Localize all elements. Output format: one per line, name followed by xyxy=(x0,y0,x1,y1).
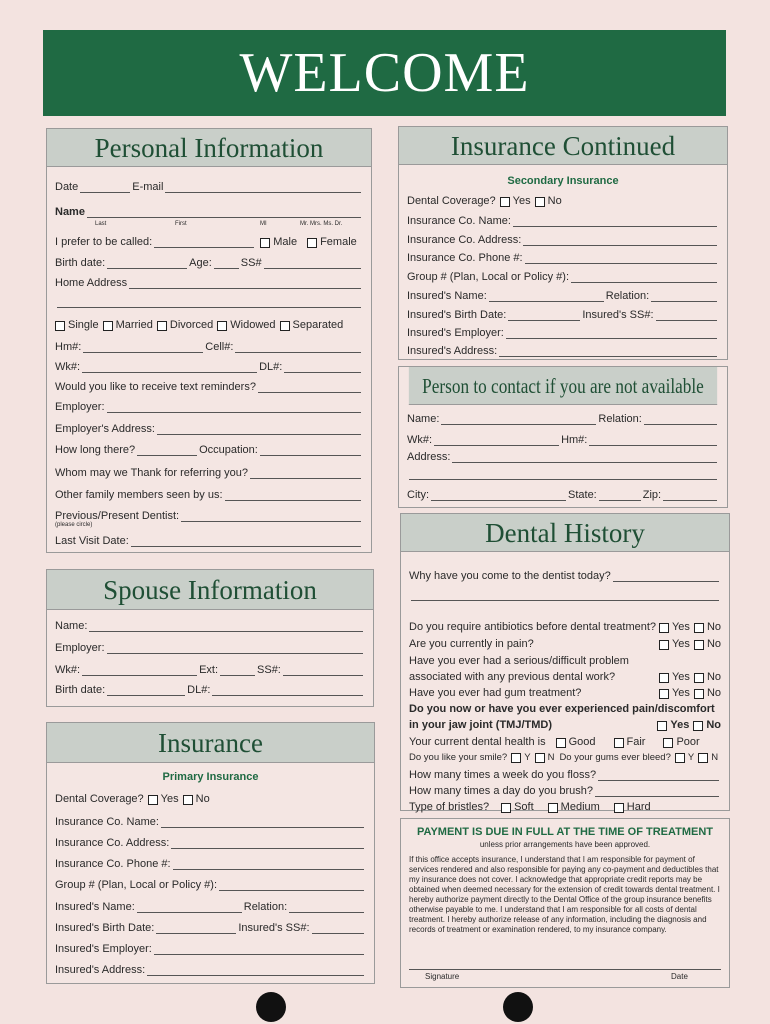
pain-no-label: No xyxy=(706,638,721,650)
smile-no-label: N xyxy=(547,752,555,763)
spouse-wk-field[interactable] xyxy=(82,667,197,676)
dl-field[interactable] xyxy=(284,364,361,373)
tmj-yes-label: Yes xyxy=(670,719,690,731)
employer-address-label: Employer's Address: xyxy=(55,423,155,435)
occupation-field[interactable] xyxy=(260,447,361,456)
antibiotics-yes-label: Yes xyxy=(671,621,690,633)
home-address-label: Home Address xyxy=(55,277,128,289)
spouse-birth-label: Birth date: xyxy=(55,684,106,696)
married-label: Married xyxy=(115,319,153,331)
s-coverage-yes-label: Yes xyxy=(512,195,531,207)
spouse-information-title: Spouse Information xyxy=(47,570,373,610)
smile-label: Do you like your smile? xyxy=(409,752,508,763)
s-group-field[interactable] xyxy=(571,274,717,283)
emergency-contact-panel xyxy=(398,366,728,508)
dl-label: DL#: xyxy=(259,361,283,373)
tmj-yes-checkbox[interactable] xyxy=(657,721,667,731)
home-phone-label: Hm#: xyxy=(55,341,82,353)
payment-subtitle: unless prior arrangements have been approved. xyxy=(479,840,651,849)
contact-relation-field[interactable] xyxy=(644,416,717,425)
tmj-label: Do you now or have you ever experienced pain/discomfort xyxy=(409,703,715,715)
insurance-continued-title: Insurance Continued xyxy=(399,127,727,165)
home-address-line-2[interactable] xyxy=(57,299,361,308)
work-phone-field[interactable] xyxy=(82,364,257,373)
serious-no-label: No xyxy=(706,671,721,683)
spouse-ext-label: Ext: xyxy=(199,664,219,676)
p-coverage-yes-label: Yes xyxy=(160,793,179,805)
widowed-checkbox[interactable] xyxy=(217,321,227,331)
pain-no-checkbox[interactable] xyxy=(694,640,704,650)
p-insured-address-field[interactable] xyxy=(147,967,364,976)
mi-caption: MI xyxy=(260,221,267,227)
serious-yes-label: Yes xyxy=(671,671,690,683)
titles-caption: Mr. Mrs. Ms. Dr. xyxy=(300,221,343,227)
spouse-name-field[interactable] xyxy=(89,623,363,632)
s-coverage-no-label: No xyxy=(547,195,562,207)
bristles-medium-label: Medium xyxy=(560,801,600,813)
serious-yes-checkbox[interactable] xyxy=(659,673,669,683)
tmj-no-checkbox[interactable] xyxy=(693,721,703,731)
last-visit-label: Last Visit Date: xyxy=(55,535,129,547)
text-reminders-field[interactable] xyxy=(258,384,361,393)
p-insured-birth-label: Insured's Birth Date: xyxy=(55,922,155,934)
prefer-field[interactable] xyxy=(154,239,254,248)
name-label: Name xyxy=(55,206,85,218)
signature-line[interactable] xyxy=(409,969,721,970)
health-poor-checkbox[interactable] xyxy=(663,738,673,748)
s-coverage-label: Dental Coverage? xyxy=(407,195,496,207)
spouse-dl-label: DL#: xyxy=(187,684,211,696)
contact-hm-field[interactable] xyxy=(589,437,717,446)
contact-zip-label: Zip: xyxy=(642,489,662,501)
primary-insurance-heading: Primary Insurance xyxy=(162,771,259,783)
s-insured-ss-field[interactable] xyxy=(656,312,717,321)
married-checkbox[interactable] xyxy=(103,321,113,331)
spouse-dl-field[interactable] xyxy=(212,687,363,696)
insurance-title: Insurance xyxy=(47,723,374,763)
why-label: Why have you come to the dentist today? xyxy=(409,570,611,582)
p-coverage-no-checkbox[interactable] xyxy=(183,795,193,805)
male-label: Male xyxy=(273,236,298,248)
widowed-label: Widowed xyxy=(230,319,276,331)
p-group-field[interactable] xyxy=(219,882,364,891)
date-label: Date xyxy=(55,181,79,193)
s-co-phone-label: Insurance Co. Phone #: xyxy=(407,252,523,264)
dental-history-title: Dental History xyxy=(401,514,729,552)
health-label: Your current dental health is xyxy=(409,736,546,748)
email-field[interactable] xyxy=(165,184,361,193)
separated-checkbox[interactable] xyxy=(280,321,290,331)
p-insured-name-field[interactable] xyxy=(137,904,242,913)
employer-label: Employer: xyxy=(55,401,105,413)
s-insured-birth-field[interactable] xyxy=(508,312,580,321)
p-co-phone-label: Insurance Co. Phone #: xyxy=(55,858,171,870)
antibiotics-label: Do you require antibiotics before dental treatment? xyxy=(409,621,657,633)
s-insured-address-label: Insured's Address: xyxy=(407,345,498,357)
cell-phone-label: Cell#: xyxy=(205,341,234,353)
spouse-information-panel xyxy=(46,569,374,707)
personal-information-title: Personal Information xyxy=(47,129,371,167)
antibiotics-no-label: No xyxy=(706,621,721,633)
pain-yes-checkbox[interactable] xyxy=(659,640,669,650)
p-coverage-no-label: No xyxy=(195,793,210,805)
last-visit-field[interactable] xyxy=(131,538,361,547)
tmj-no-label: No xyxy=(706,719,721,731)
spouse-employer-label: Employer: xyxy=(55,642,105,654)
s-co-address-label: Insurance Co. Address: xyxy=(407,234,522,246)
employer-address-field[interactable] xyxy=(157,426,361,435)
contact-address-field[interactable] xyxy=(452,454,717,463)
p-co-name-label: Insurance Co. Name: xyxy=(55,816,159,828)
s-insured-name-label: Insured's Name: xyxy=(407,290,487,302)
p-co-name-field[interactable] xyxy=(161,819,364,828)
secondary-insurance-heading: Secondary Insurance xyxy=(507,175,619,187)
bristles-medium-checkbox[interactable] xyxy=(548,803,558,813)
emergency-contact-title: Person to contact if you are not available xyxy=(409,367,717,405)
single-checkbox[interactable] xyxy=(55,321,65,331)
family-label: Other family members seen by us: xyxy=(55,489,223,501)
antibiotics-yes-checkbox[interactable] xyxy=(659,623,669,633)
spouse-name-label: Name: xyxy=(55,620,88,632)
contact-city-label: City: xyxy=(407,489,429,501)
s-insured-address-field[interactable] xyxy=(499,348,717,357)
dental-history-panel xyxy=(400,513,730,811)
p-co-address-label: Insurance Co. Address: xyxy=(55,837,170,849)
occupation-label: Occupation: xyxy=(199,444,258,456)
signature-label: Signature xyxy=(425,972,460,981)
s-co-name-label: Insurance Co. Name: xyxy=(407,215,511,227)
gum-label: Have you ever had gum treatment? xyxy=(409,687,582,699)
contact-city-field[interactable] xyxy=(431,492,566,501)
health-fair-checkbox[interactable] xyxy=(614,738,624,748)
bleed-label: Do your gums ever bleed? xyxy=(559,752,671,763)
contact-hm-label: Hm#: xyxy=(561,434,588,446)
s-relation-label: Relation: xyxy=(605,290,650,302)
bleed-no-checkbox[interactable] xyxy=(698,753,708,763)
age-field[interactable] xyxy=(214,260,239,269)
contact-address-line-2[interactable] xyxy=(409,471,717,480)
spouse-ss-label: SS#: xyxy=(257,664,281,676)
p-relation-label: Relation: xyxy=(243,901,288,913)
p-coverage-yes-checkbox[interactable] xyxy=(148,795,158,805)
bristles-soft-checkbox[interactable] xyxy=(501,803,511,813)
bristles-soft-label: Soft xyxy=(514,801,534,813)
tmj-label-2: in your jaw joint (TMJ/TMD) xyxy=(409,719,552,731)
last-name-caption: Last xyxy=(95,221,107,227)
health-good-checkbox[interactable] xyxy=(556,738,566,748)
prefer-label: I prefer to be called: xyxy=(55,236,153,248)
p-co-address-field[interactable] xyxy=(171,840,364,849)
s-insured-employer-label: Insured's Employer: xyxy=(407,327,504,339)
s-insured-employer-field[interactable] xyxy=(506,330,717,339)
birth-date-label: Birth date: xyxy=(55,257,106,269)
s-group-label: Group # (Plan, Local or Policy #): xyxy=(407,271,570,283)
floss-label: How many times a week do you floss? xyxy=(409,769,597,781)
s-co-address-field[interactable] xyxy=(523,237,717,246)
male-checkbox[interactable] xyxy=(260,238,270,248)
ss-label: SS# xyxy=(240,257,262,269)
date-field[interactable] xyxy=(80,184,130,193)
serious-problem-label-2: associated with any previous dental work? xyxy=(409,671,616,683)
single-label: Single xyxy=(68,319,99,331)
binder-hole-right xyxy=(503,992,533,1022)
p-co-phone-field[interactable] xyxy=(173,861,364,870)
p-insured-ss-label: Insured's SS#: xyxy=(238,922,310,934)
contact-state-label: State: xyxy=(568,489,597,501)
s-co-phone-field[interactable] xyxy=(525,255,717,264)
birth-date-field[interactable] xyxy=(107,260,187,269)
smile-yes-label: Y xyxy=(524,752,531,763)
p-insured-name-label: Insured's Name: xyxy=(55,901,135,913)
how-long-label: How long there? xyxy=(55,444,136,456)
pain-label: Are you currently in pain? xyxy=(409,638,534,650)
cell-phone-field[interactable] xyxy=(235,344,361,353)
email-label: E-mail xyxy=(132,181,164,193)
home-address-field[interactable] xyxy=(129,280,361,289)
payment-terms: If this office accepts insurance, I understand that I am responsible for payment of services rendered and also responsible for paying any co-payment and deductibles that my insurance does not cover. I acknowledge that appropriate credit reports may be obtained when deemed necessary for the extension of credit towards dental treatment. I hereby authorize payment directly to the Dental Office of the group insurance benefits otherwise payable to me. I understand that I am responsible for all costs of dental treatment. I hereby authorize release of any information, including the diagnosis and records of treatment or examination rendered, to my insurance company. xyxy=(409,855,720,934)
p-insured-ss-field[interactable] xyxy=(312,925,364,934)
separated-label: Separated xyxy=(292,319,344,331)
health-fair-label: Fair xyxy=(626,736,646,748)
contact-address-label: Address: xyxy=(407,451,451,463)
smile-yes-checkbox[interactable] xyxy=(511,753,521,763)
s-relation-field[interactable] xyxy=(651,293,717,302)
gum-yes-checkbox[interactable] xyxy=(659,689,669,699)
p-relation-field[interactable] xyxy=(289,904,364,913)
brush-field[interactable] xyxy=(595,788,719,797)
s-co-name-field[interactable] xyxy=(513,218,717,227)
please-circle-note: (please circle) xyxy=(55,522,93,528)
p-insured-employer-field[interactable] xyxy=(154,946,364,955)
female-checkbox[interactable] xyxy=(307,238,317,248)
antibiotics-no-checkbox[interactable] xyxy=(694,623,704,633)
smile-no-checkbox[interactable] xyxy=(535,753,545,763)
personal-information-panel xyxy=(46,128,372,553)
thank-field[interactable] xyxy=(250,470,361,479)
why-field[interactable] xyxy=(613,573,719,582)
payment-panel xyxy=(400,818,730,988)
gum-no-label: No xyxy=(706,687,721,699)
s-coverage-no-checkbox[interactable] xyxy=(535,197,545,207)
gum-yes-label: Yes xyxy=(671,687,690,699)
spouse-employer-field[interactable] xyxy=(107,645,363,654)
age-label: Age: xyxy=(189,257,212,269)
health-good-label: Good xyxy=(568,736,596,748)
payment-title: PAYMENT IS DUE IN FULL AT THE TIME OF TREATMENT xyxy=(417,826,713,838)
health-poor-label: Poor xyxy=(676,736,700,748)
s-insured-name-field[interactable] xyxy=(489,293,604,302)
p-insured-address-label: Insured's Address: xyxy=(55,964,146,976)
pain-yes-label: Yes xyxy=(671,638,690,650)
contact-name-label: Name: xyxy=(407,413,440,425)
how-long-field[interactable] xyxy=(137,447,197,456)
floss-field[interactable] xyxy=(598,772,719,781)
signature-date-label: Date xyxy=(671,972,688,981)
divorced-checkbox[interactable] xyxy=(157,321,167,331)
insurance-continued-panel xyxy=(398,126,728,360)
spouse-wk-label: Wk#: xyxy=(55,664,81,676)
work-phone-label: Wk#: xyxy=(55,361,81,373)
bleed-no-label: N xyxy=(711,752,719,763)
prev-dentist-field[interactable] xyxy=(181,513,361,522)
first-name-caption: First xyxy=(175,221,187,227)
p-coverage-label: Dental Coverage? xyxy=(55,793,144,805)
s-insured-ss-label: Insured's SS#: xyxy=(582,309,654,321)
s-insured-birth-label: Insured's Birth Date: xyxy=(407,309,507,321)
employer-field[interactable] xyxy=(107,404,361,413)
contact-wk-label: Wk#: xyxy=(407,434,433,446)
home-phone-field[interactable] xyxy=(83,344,203,353)
s-coverage-yes-checkbox[interactable] xyxy=(500,197,510,207)
thank-label: Whom may we Thank for referring you? xyxy=(55,467,248,479)
bristles-label: Type of bristles? xyxy=(409,801,490,813)
spouse-ss-field[interactable] xyxy=(283,667,363,676)
name-field[interactable] xyxy=(87,209,361,218)
serious-problem-label: Have you ever had a serious/difficult problem xyxy=(409,655,629,667)
female-label: Female xyxy=(320,236,357,248)
binder-hole-left xyxy=(256,992,286,1022)
gum-no-checkbox[interactable] xyxy=(694,689,704,699)
spouse-birth-field[interactable] xyxy=(107,687,185,696)
divorced-label: Divorced xyxy=(169,319,214,331)
contact-name-field[interactable] xyxy=(441,416,596,425)
bristles-hard-checkbox[interactable] xyxy=(614,803,624,813)
welcome-banner: WELCOME xyxy=(43,30,726,116)
serious-no-checkbox[interactable] xyxy=(694,673,704,683)
prev-dentist-label: Previous/Present Dentist: xyxy=(55,510,180,522)
family-field[interactable] xyxy=(225,492,361,501)
why-field-line-2[interactable] xyxy=(411,592,719,601)
brush-label: How many times a day do you brush? xyxy=(409,785,594,797)
p-insured-employer-label: Insured's Employer: xyxy=(55,943,152,955)
contact-zip-field[interactable] xyxy=(663,492,717,501)
p-group-label: Group # (Plan, Local or Policy #): xyxy=(55,879,218,891)
bleed-yes-checkbox[interactable] xyxy=(675,753,685,763)
bleed-yes-label: Y xyxy=(687,752,695,763)
contact-wk-field[interactable] xyxy=(434,437,559,446)
contact-state-field[interactable] xyxy=(599,492,641,501)
spouse-ext-field[interactable] xyxy=(220,667,255,676)
contact-relation-label: Relation: xyxy=(598,413,642,425)
ss-field[interactable] xyxy=(264,260,361,269)
bristles-hard-label: Hard xyxy=(626,801,651,813)
p-insured-birth-field[interactable] xyxy=(156,925,236,934)
text-reminders-label: Would you like to receive text reminders? xyxy=(55,381,256,393)
insurance-panel xyxy=(46,722,375,984)
